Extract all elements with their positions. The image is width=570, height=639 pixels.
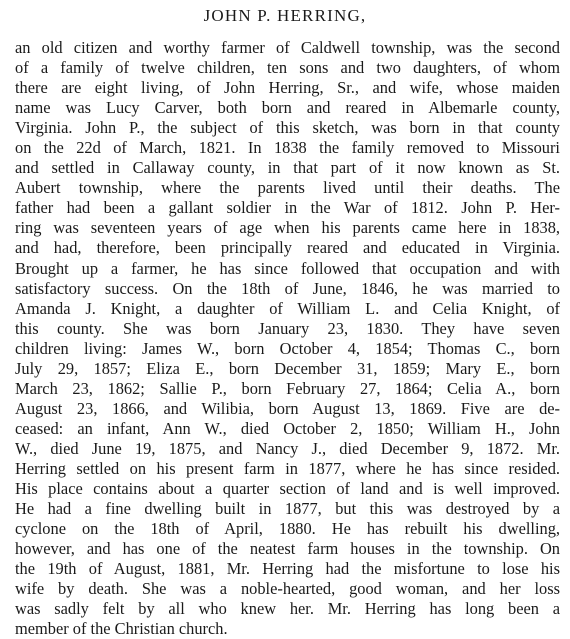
text-line: satisfactory success. On the 18th of June, 1846, he was married to xyxy=(15,278,560,298)
text-line: W., died June 19, 1875, and Nancy J., died December 9, 1872. Mr. xyxy=(15,438,560,458)
text-line: August 23, 1866, and Wilibia, born August 13, 1869. Five are de- xyxy=(15,398,560,418)
text-line: Aubert township, where the parents lived until their deaths. The xyxy=(15,178,560,198)
text-line: father had been a gallant soldier in the War of 1812. John P. Her- xyxy=(15,198,560,218)
text-line: Amanda J. Knight, a daughter of William L. and Celia Knight, of xyxy=(15,298,560,318)
text-line: cyclone on the 18th of April, 1880. He has rebuilt his dwelling, xyxy=(15,519,560,539)
text-line: Virginia. John P., the subject of this sketch, was born in that county xyxy=(15,118,560,138)
text-line: an old citizen and worthy farmer of Caldwell township, was the second xyxy=(15,38,560,57)
text-line: Brought up a farmer, he has since followed that occupation and with xyxy=(15,258,560,278)
text-line: the 19th of August, 1881, Mr. Herring had the misfortune to lose his xyxy=(15,559,560,579)
text-line: wife by death. She was a noble-hearted, good woman, and her loss xyxy=(15,579,560,599)
text-line: however, and has one of the neatest farm houses in the township. On xyxy=(15,539,560,559)
text-line: children living: James W., born October 4, 1854; Thomas C., born xyxy=(15,338,560,358)
text-line: there are eight living, of John Herring, Sr., and wife, whose maiden xyxy=(15,78,560,98)
text-line: on the 22d of March, 1821. In 1838 the family removed to Missouri xyxy=(15,138,560,158)
text-line: March 23, 1862; Sallie P., born February 27, 1864; Celia A., born xyxy=(15,378,560,398)
text-line: name was Lucy Carver, both born and reared in Albemarle county, xyxy=(15,98,560,118)
text-line: member of the Christian church. xyxy=(15,619,228,639)
text-line: July 29, 1857; Eliza E., born December 31, 1859; Mary E., born xyxy=(15,358,560,378)
text-line: Herring settled on his present farm in 1877, where he has since resided. xyxy=(15,458,560,478)
text-line: was sadly felt by all who knew her. Mr. Herring has long been a xyxy=(15,599,560,619)
text-line: this county. She was born January 23, 1830. They have seven xyxy=(15,318,560,338)
text-line: ceased: an infant, Ann W., died October 2, 1850; William H., John xyxy=(15,418,560,438)
text-line: and had, therefore, been principally reared and educated in Virginia. xyxy=(15,238,560,258)
page-title: JOHN P. HERRING, xyxy=(203,6,367,25)
text-line: of a family of twelve children, ten sons and two daughters, of whom xyxy=(15,58,560,78)
text-line: and settled in Callaway county, in that part of it now known as St. xyxy=(15,158,560,178)
biography-paragraph xyxy=(15,38,560,639)
text-line: ring was seventeen years of age when his parents came here in 1838, xyxy=(15,218,560,238)
text-line: His place contains about a quarter section of land and is well improved. xyxy=(15,479,560,499)
text-line: He had a fine dwelling built in 1877, but this was destroyed by a xyxy=(15,499,560,519)
